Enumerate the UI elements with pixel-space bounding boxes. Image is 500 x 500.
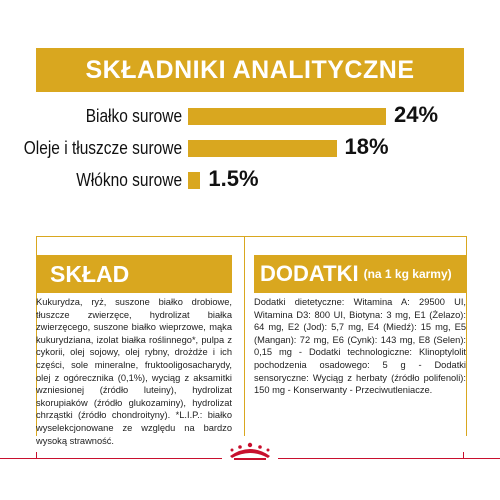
analytic-percent: 18% <box>344 134 389 159</box>
sklad-title: SKŁAD <box>36 255 232 293</box>
dodatki-subtitle: (na 1 kg karmy) <box>363 267 452 281</box>
footer-right-tick <box>463 452 464 458</box>
panel-right-border <box>466 236 467 436</box>
analytic-label: Włókno surowe <box>76 170 182 190</box>
analytic-label: Białko surowe <box>85 106 182 126</box>
sklad-text: Kukurydza, ryż, suszone białko drobiowe, tłuszcze zwierzęce, hydrolizat białka zwierzęcego, suszone białko wieprzowe, mąka kukurydziana, izolat białka roślinnego*, pulpa z cykorii, olej sojowy, olej rybny, drożdże i ich części, sole mineralne, fruktooligosacharydy, olej z ogórecznika (0,1%), wyciąg z aksamitki wzniesionej (źródło luteiny), hydrolizat skorupiaków (źródło glukozaminy), hydrolizat chrząstki (źródło chondroityny). *L.I.P.: białko wyselekcjonowane ze względu na bardzo wysoką strawność. <box>36 297 232 446</box>
analytic-row-fat <box>0 134 500 162</box>
panel-middle-divider <box>244 236 245 436</box>
dodatki-header <box>254 255 466 293</box>
analytic-row-protein <box>0 102 500 130</box>
dodatki-title: DODATKI <box>260 261 359 286</box>
analytic-bar <box>188 140 337 157</box>
analytic-label: Oleje i tłuszcze surowe <box>23 138 182 158</box>
analytic-bar <box>188 172 200 189</box>
footer-left-tick <box>36 452 37 458</box>
dodatki-text: Dodatki dietetyczne: Witamina A: 29500 UI, Witamina D3: 800 UI, Biotyna: 3 mg, E1 (Żelazo): 64 mg, E2 (Jod): 5,7 mg, E4 (Miedź): 15 mg, E5 (Mangan): 72 mg, E6 (Cynk): 143 mg, E8 (Selen): 0,15 mg - Dodatki technologiczne: Klinoptylolit pochodzenia osadowego: 5 g - Dodatki sensoryczne: Wyciąg z herbaty (źródło polifenoli): 150 mg - Konserwanty - Przeciwutleniacze. <box>254 297 466 396</box>
analytic-bar <box>188 108 386 125</box>
analytic-title: SKŁADNIKI ANALITYCZNE <box>36 48 464 92</box>
analytic-row-fibre <box>0 166 500 194</box>
panel-top-divider <box>36 236 466 237</box>
royal-canin-crown-icon <box>222 440 278 462</box>
analytic-percent: 1.5% <box>208 166 259 191</box>
analytic-percent: 24% <box>394 102 439 127</box>
